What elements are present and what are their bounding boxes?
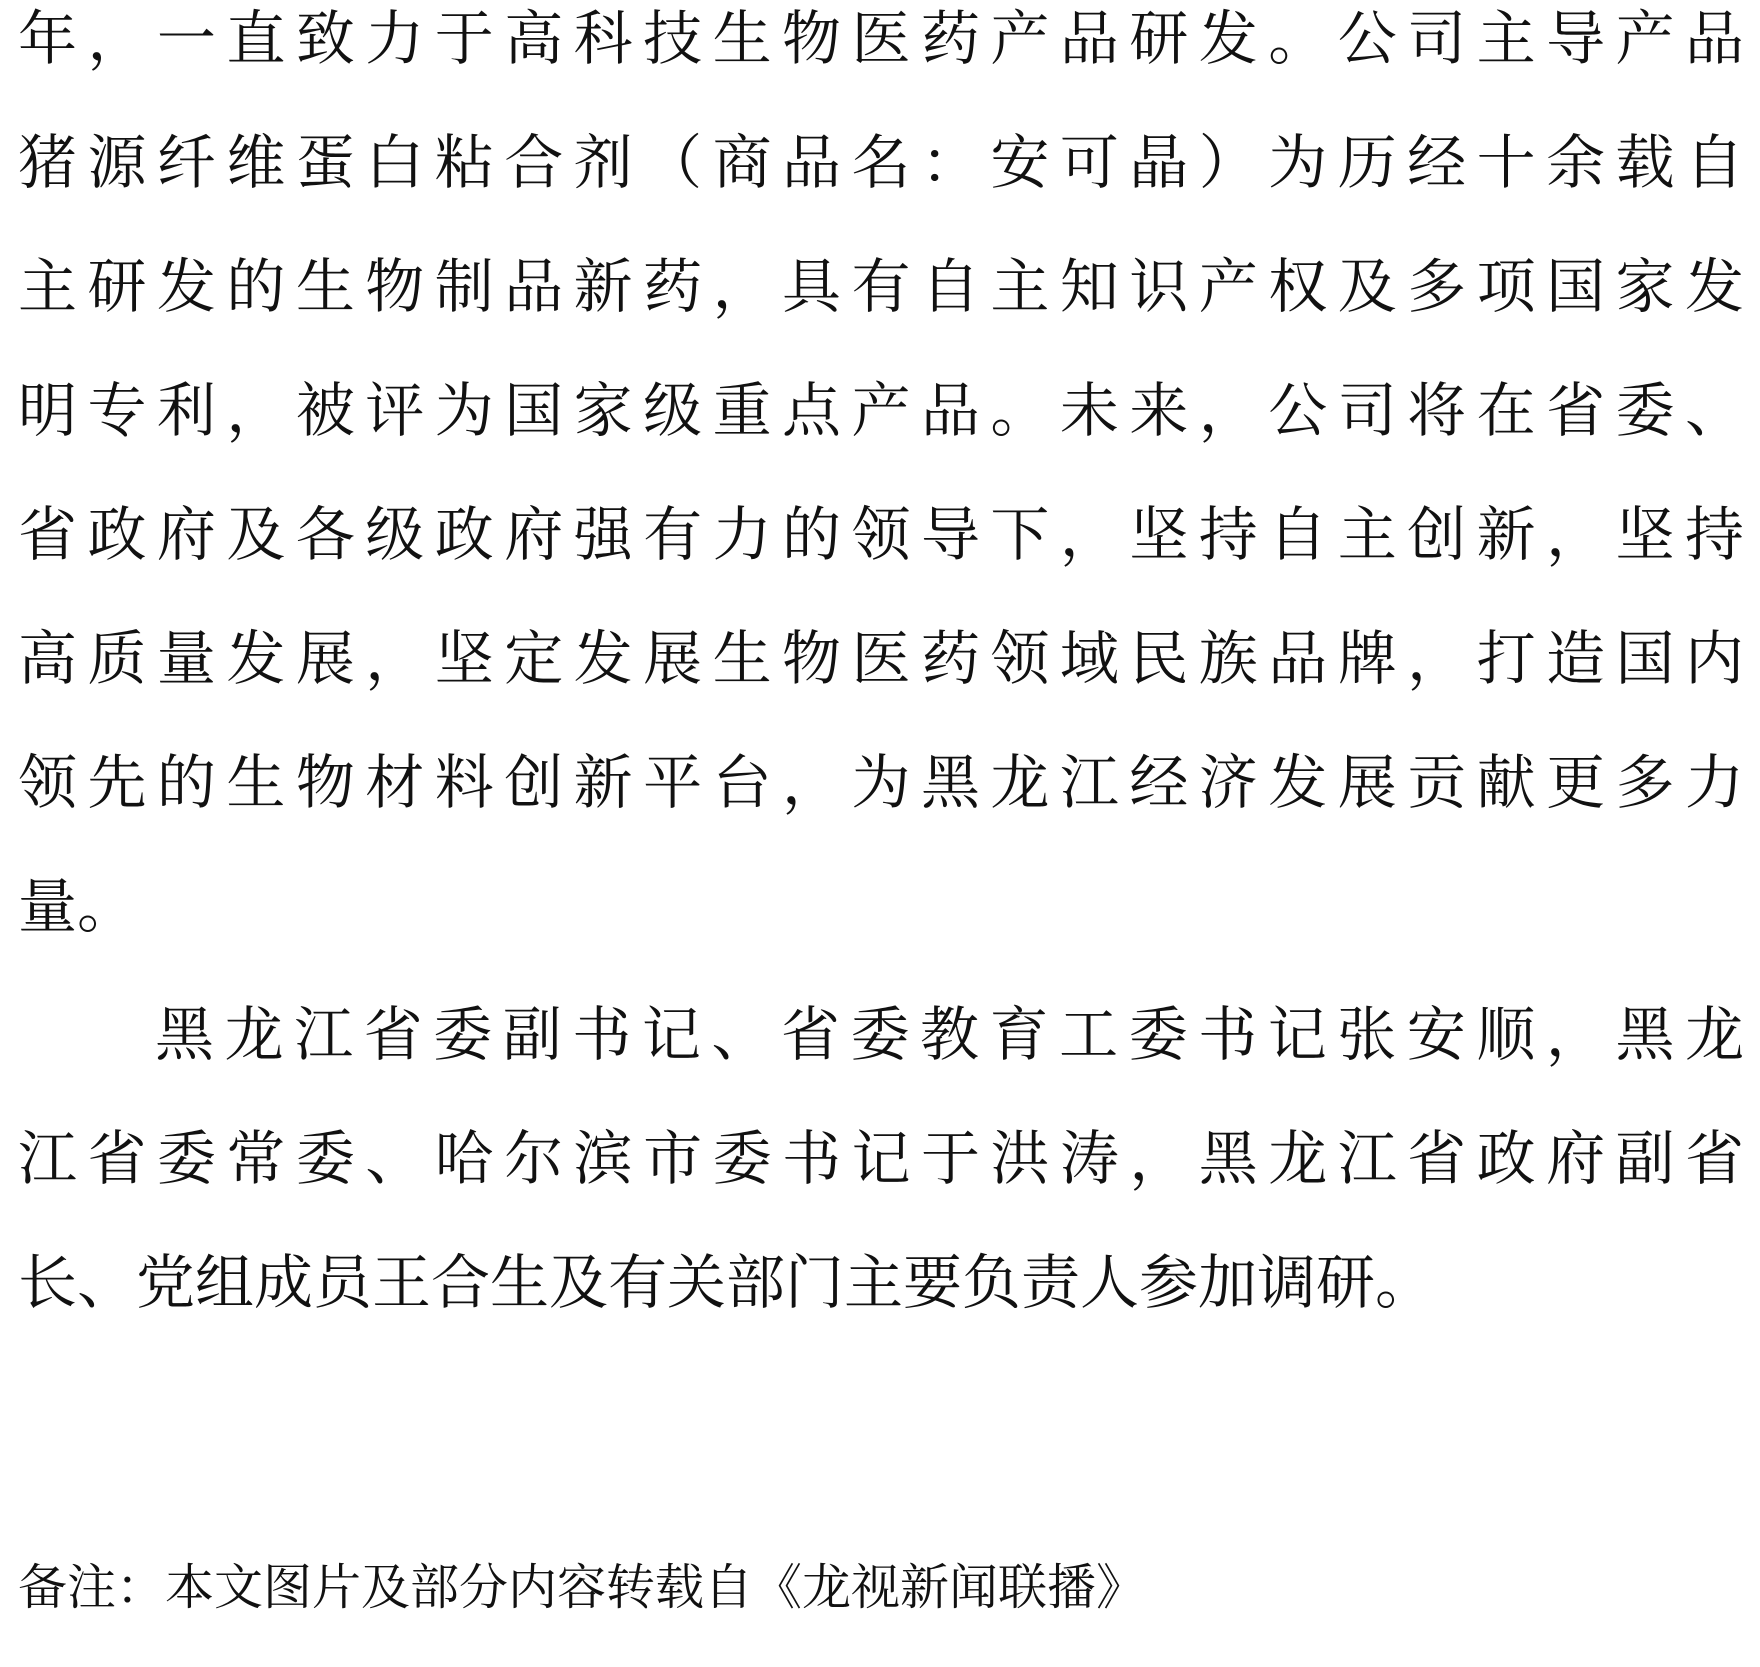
paragraph-1-line-5: 省政府及各级政府强有力的领导下，坚持自主创新，坚持 bbox=[18, 500, 1744, 569]
paragraph-1-line-4: 明专利，被评为国家级重点产品。未来，公司将在省委、 bbox=[18, 376, 1744, 445]
paragraph-1-line-1: 年，一直致力于高科技生物医药产品研发。公司主导产品 bbox=[18, 4, 1744, 73]
paragraph-2-line-1: 黑龙江省委副书记、省委教育工委书记张安顺，黑龙 bbox=[155, 1000, 1744, 1069]
paragraph-1-line-6: 高质量发展，坚定发展生物医药领域民族品牌，打造国内 bbox=[18, 624, 1744, 693]
paragraph-1-line-3: 主研发的生物制品新药，具有自主知识产权及多项国家发 bbox=[18, 252, 1744, 321]
source-note: 备注：本文图片及部分内容转载自《龙视新闻联播》 bbox=[18, 1559, 1146, 1616]
paragraph-1-line-7: 领先的生物材料创新平台，为黑龙江经济发展贡献更多力 bbox=[18, 748, 1744, 817]
paragraph-1-line-2: 猪源纤维蛋白粘合剂（商品名：安可晶）为历经十余载自 bbox=[18, 128, 1744, 197]
paragraph-1-line-8: 量。 bbox=[18, 872, 137, 941]
paragraph-2-line-2: 江省委常委、哈尔滨市委书记于洪涛，黑龙江省政府副省 bbox=[18, 1124, 1744, 1193]
paragraph-2-line-3: 长、党组成员王合生及有关部门主要负责人参加调研。 bbox=[18, 1248, 1435, 1317]
